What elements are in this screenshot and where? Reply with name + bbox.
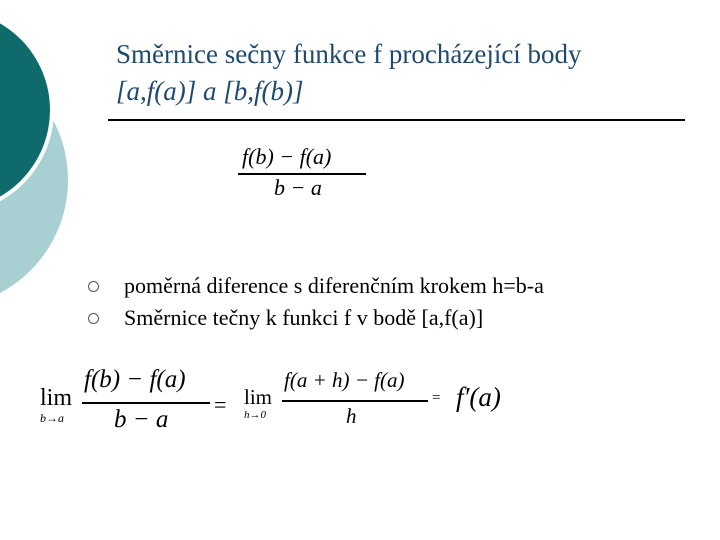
limit-1	[40, 385, 72, 425]
title-line-2: [a,f(a)] a [b,f(b)]	[116, 76, 304, 106]
equals-sign-1: =	[214, 392, 227, 417]
limit-1-operator: lim	[40, 385, 73, 411]
bullet-item-tangent	[88, 302, 544, 334]
slide-title	[116, 36, 696, 110]
limit-fraction-2-denominator: h	[346, 404, 357, 428]
bullet-text: Směrnice tečny k funkci f v bodě [a,f(a)]	[124, 305, 484, 330]
limit-fraction-1-denominator: b − a	[114, 406, 169, 433]
bullet-item-difference	[88, 270, 544, 302]
limit-2-operator: lim	[244, 385, 273, 409]
limit-2-subscript: h→0	[244, 409, 266, 421]
bullet-text: poměrná diference s diferenčním krokem h=b-a	[124, 273, 544, 298]
limit-2	[244, 385, 272, 422]
bullet-list	[88, 270, 544, 334]
fraction-numerator: f(b) − f(a)	[242, 144, 332, 169]
limit-fraction-1	[80, 364, 212, 440]
derivative-result: f′(a)	[456, 382, 501, 412]
limit-fraction-2-numerator: f(a + h) − f(a)	[284, 368, 405, 392]
secant-slope-fraction	[236, 142, 371, 204]
title-underline	[108, 119, 685, 121]
bullet-circle-icon	[88, 281, 99, 292]
equals-sign-2: =	[432, 390, 441, 406]
limit-1-subscript: b→a	[40, 411, 64, 425]
limit-fraction-1-bar	[82, 402, 210, 404]
limit-fraction-2-bar	[282, 400, 428, 402]
limit-fraction-2	[280, 366, 430, 436]
fraction-denominator: b − a	[274, 175, 322, 200]
bullet-circle-icon	[88, 313, 99, 324]
limit-fraction-1-numerator: f(b) − f(a)	[84, 366, 186, 393]
title-line-1: Směrnice sečny funkce f procházející body	[116, 39, 582, 69]
